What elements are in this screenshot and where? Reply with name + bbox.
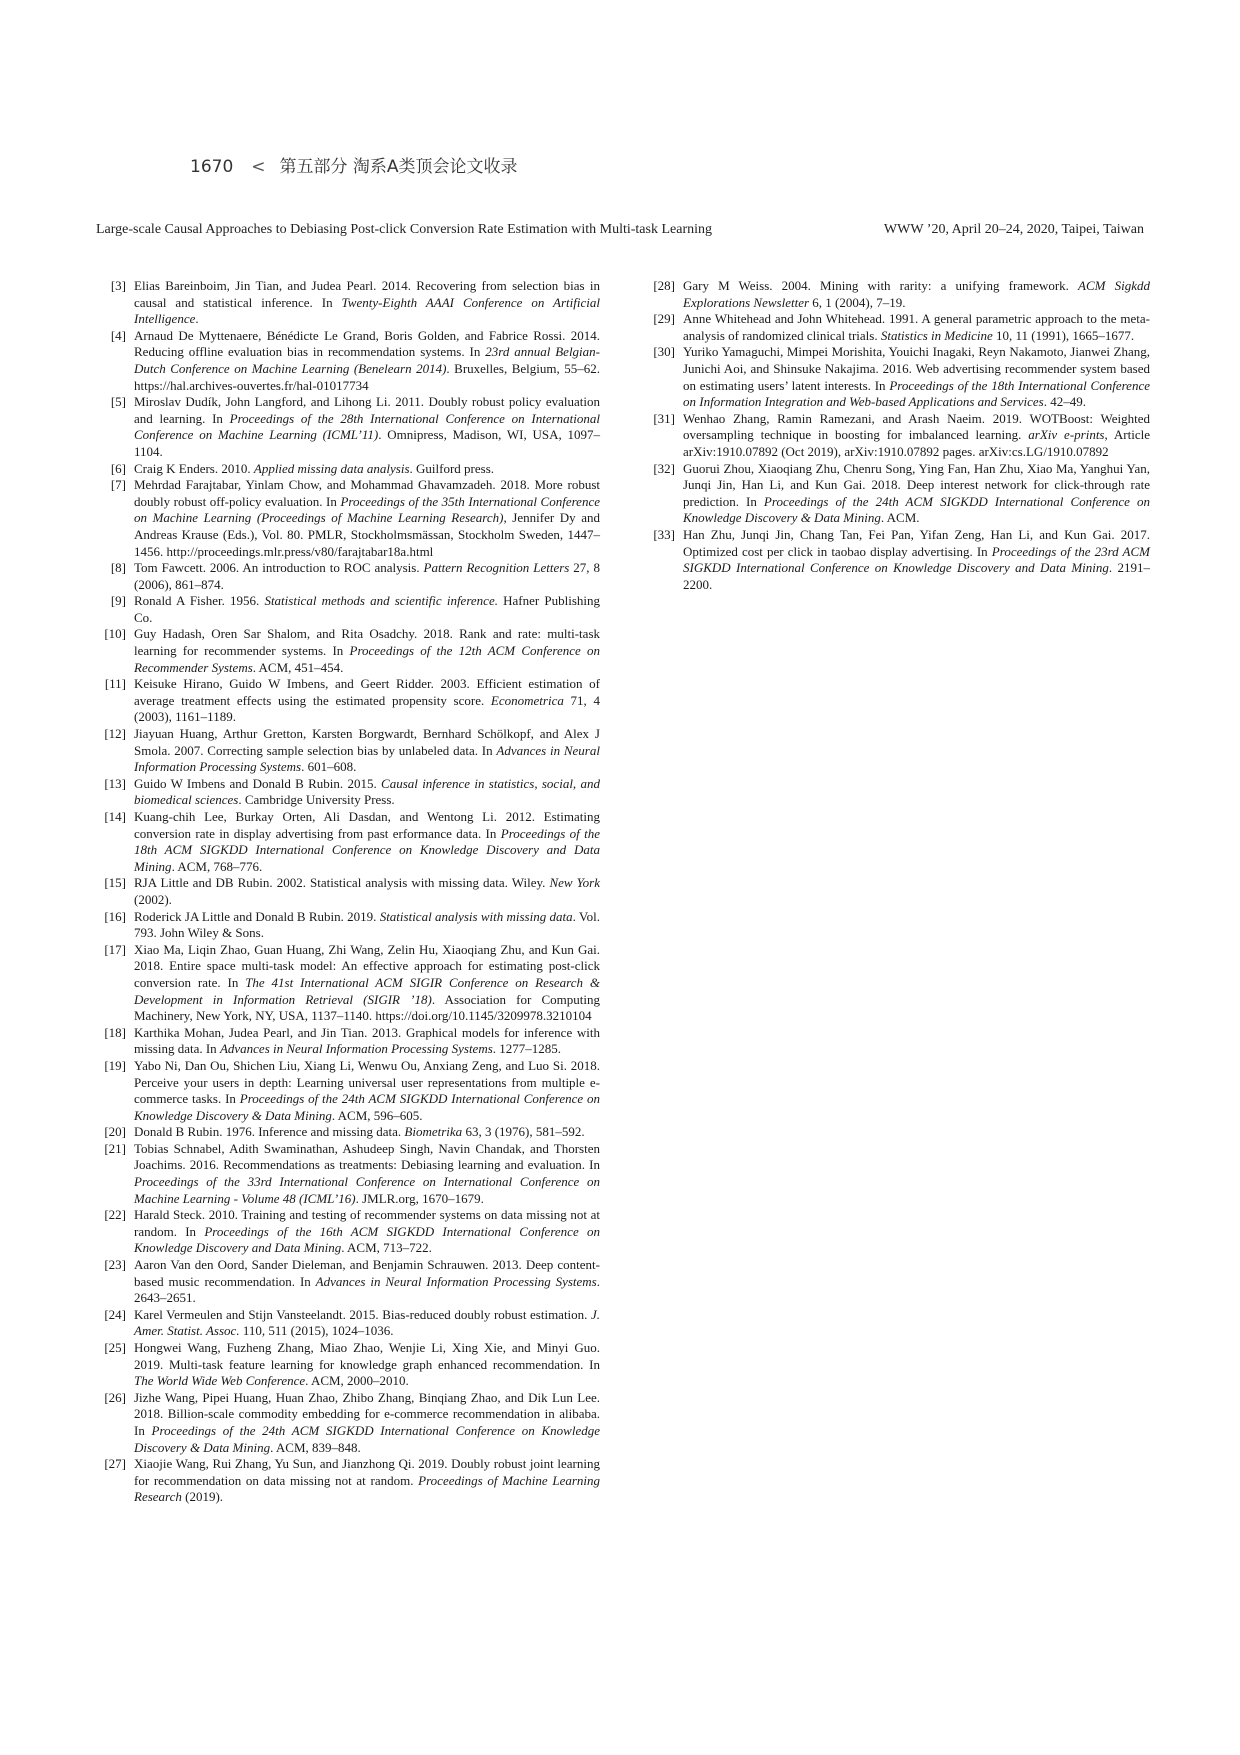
reference-details: . ACM.: [880, 510, 920, 526]
reference-details: . 1277–1285.: [492, 1041, 562, 1057]
reference-text: [134, 593, 600, 626]
reference-text: [134, 1025, 600, 1058]
reference-authors-title: Xiaojie Wang, Rui Zhang, Yu Sun, and Jianzhong Qi. 2019. Doubly robust joint learning for recommendation on data missing not at random.: [134, 1456, 600, 1488]
reference-authors-title: RJA Little and DB Rubin. 2002. Statistical analysis with missing data. Wiley.: [134, 875, 550, 891]
reference-authors-title: Miroslav Dudík, John Langford, and Lihong Li. 2011. Doubly robust policy evaluation and learning. In: [134, 394, 600, 426]
reference-number: [27]: [104, 1456, 126, 1472]
reference-authors-title: Gary M Weiss. 2004. Mining with rarity: a unifying framework.: [683, 278, 1079, 293]
reference-venue: Twenty-Eighth AAAI Conference on Artificial Intelligence: [134, 294, 600, 327]
reference-number: [7]: [110, 477, 126, 493]
reference-number: [26]: [104, 1389, 126, 1405]
reference-venue: 23rd annual Belgian-Dutch Conference on Machine Learning (Benelearn 2014): [134, 344, 601, 376]
reference-authors-title: Han Zhu, Junqi Jin, Chang Tan, Fei Pan, Yifan Zeng, Han Li, and Kun Gai. 2017. Optimized cost per click in taobao display advertising. In: [683, 526, 1150, 559]
reference-authors-title: Jiayuan Huang, Arthur Gretton, Karsten Borgwardt, Bernhard Schölkopf, and Alex J Smola. 2007. Correcting sample selection bias by unlabeled data. In: [134, 726, 600, 758]
reference-details: . 42–49.: [1043, 394, 1086, 410]
reference-entry: [96, 1141, 600, 1207]
reference-text: [683, 527, 1150, 593]
reference-authors-title: Hongwei Wang, Fuzheng Zhang, Miao Zhao, Wenjie Li, Xing Xie, and Minyi Guo. 2019. Multi-task feature learning for knowledge graph enhanced recommendation. In: [134, 1340, 600, 1372]
reference-entry: [96, 477, 600, 560]
book-header: [190, 152, 518, 177]
running-head-venue: WWW ’20, April 20–24, 2020, Taipei, Taiwan: [883, 222, 1144, 237]
reference-authors-title: Mehrdad Farajtabar, Yinlam Chow, and Mohammad Ghavamzadeh. 2018. More robust doubly robust off-policy evaluation. In: [134, 477, 600, 509]
reference-text: [134, 1124, 600, 1141]
reference-venue: The World Wide Web Conference: [134, 1373, 306, 1389]
reference-venue: Proceedings of the 24th ACM SIGKDD International Conference on Knowledge Discovery & Data Mining: [134, 1422, 600, 1455]
reference-number: [25]: [104, 1340, 126, 1355]
reference-venue: Proceedings of the 33rd International Conference on International Conference on Machine Learning - Volume 48 (ICML’16): [134, 1174, 600, 1206]
reference-authors-title: Anne Whitehead and John Whitehead. 1991. A general parametric approach to the meta-analysis of randomized clinical trials.: [683, 311, 1150, 343]
reference-details: , Jennifer Dy and Andreas Krause (Eds.), Vol. 80. PMLR, Stockholmsmässan, Stockholm Sweden, 1447–1456. http://proceedings.mlr.press/v80/farajtabar18a.html: [134, 510, 600, 559]
reference-venue: Proceedings of the 16th ACM SIGKDD International Conference on Knowledge Discovery and Data Mining: [134, 1223, 600, 1256]
reference-text: [134, 676, 600, 726]
reference-authors-title: Guorui Zhou, Xiaoqiang Zhu, Chenru Song, Ying Fan, Han Zhu, Xiao Ma, Yanghui Yan, Junqi Jin, Han Li, and Kun Gai. 2018. Deep interest network for click-through rate prediction. In: [683, 460, 1150, 509]
reference-entry: [96, 1340, 600, 1390]
reference-venue: ACM Sigkdd Explorations Newsletter: [683, 278, 1150, 310]
reference-details: , Article arXiv:1910.07892 (Oct 2019), arXiv:1910.07892 pages. arXiv:cs.LG/1910.07892: [683, 427, 1150, 459]
reference-text: [134, 626, 600, 676]
book-page-number: 1670: [190, 157, 234, 177]
reference-venue: Statistical analysis with missing data: [379, 908, 573, 924]
reference-entry: [96, 1025, 600, 1058]
reference-details: . ACM, 2000–2010.: [305, 1373, 409, 1389]
reference-authors-title: Guido W Imbens and Donald B Rubin. 2015.: [134, 775, 382, 791]
reference-entry: [96, 328, 600, 394]
reference-number: [15]: [104, 875, 126, 891]
reference-number: [12]: [104, 726, 126, 742]
reference-number: [24]: [104, 1306, 126, 1322]
reference-text: [683, 278, 1150, 311]
reference-number: [6]: [110, 460, 126, 476]
reference-details: . ACM, 596–605.: [331, 1107, 423, 1123]
reference-number: [4]: [110, 327, 126, 343]
reference-authors-title: Donald B Rubin. 1976. Inference and missing data.: [134, 1124, 405, 1140]
reference-number: [8]: [110, 560, 126, 576]
reference-venue: Proceedings of the 24th ACM SIGKDD International Conference on Knowledge Discovery & Data Mining: [683, 493, 1150, 526]
reference-number: [29]: [653, 311, 675, 327]
reference-details: . 2643–2651.: [134, 1273, 600, 1306]
reference-number: [16]: [104, 908, 126, 924]
reference-number: [20]: [104, 1124, 126, 1140]
reference-text: [134, 477, 600, 560]
reference-venue: Advances in Neural Information Processing Systems: [134, 742, 600, 775]
reference-details: . ACM, 713–722.: [341, 1240, 432, 1256]
reference-text: [134, 461, 600, 478]
reference-entry: [96, 809, 600, 875]
reference-venue: The 41st International ACM SIGIR Conference on Research & Development in Information Retrieval (SIGIR ’18): [134, 974, 600, 1007]
reference-venue: Statistical methods and scientific inference.: [264, 593, 498, 609]
reference-text: [683, 344, 1150, 410]
reference-details: . Cambridge University Press.: [238, 792, 395, 808]
reference-number: [10]: [104, 626, 126, 642]
reference-details: (2019).: [181, 1489, 224, 1505]
book-section-title: 第五部分 淘系A类顶会论文收录: [279, 157, 518, 177]
reference-number: [5]: [110, 394, 126, 410]
reference-venue: Advances in Neural Information Processing Systems: [315, 1273, 597, 1289]
reference-number: [21]: [104, 1140, 126, 1156]
reference-text: [134, 1058, 600, 1124]
reference-authors-title: Kuang-chih Lee, Burkay Orten, Ali Dasdan, and Wentong Li. 2012. Estimating conversion rate in display advertising from past erformance data. In: [134, 809, 600, 841]
reference-details: . 2191–2200.: [683, 560, 1150, 592]
reference-entry: [96, 776, 600, 809]
reference-entry: [645, 527, 1150, 593]
reference-text: [134, 1456, 600, 1506]
reference-details: . Omnipress, Madison, WI, USA, 1097–1104.: [134, 427, 600, 459]
reference-entry: [96, 1307, 600, 1340]
reference-venue: Statistics in Medicine: [880, 327, 993, 343]
reference-authors-title: Roderick JA Little and Donald B Rubin. 2019.: [134, 908, 380, 924]
reference-venue: Pattern Recognition Letters: [423, 560, 570, 576]
reference-text: [134, 1390, 600, 1456]
reference-text: [134, 942, 600, 1025]
reference-text: [134, 875, 600, 908]
reference-details: . Vol. 793. John Wiley & Sons.: [134, 908, 600, 941]
reference-text: [134, 1257, 600, 1307]
reference-authors-title: Guy Hadash, Oren Sar Shalom, and Rita Osadchy. 2018. Rank and rate: multi-task learning for recommender systems. In: [134, 626, 600, 659]
reference-number: [14]: [104, 809, 126, 824]
reference-number: [33]: [653, 526, 675, 542]
reference-venue: Proceedings of the 28th International Conference on International Conference on Machine Learning (ICML’11): [134, 410, 600, 443]
running-head-title: Large-scale Causal Approaches to Debiasing Post-click Conversion Rate Estimation with Multi-task Learning: [96, 222, 712, 237]
reference-venue: J. Amer. Statist. Assoc.: [134, 1306, 600, 1339]
reference-entry: [96, 1207, 600, 1257]
reference-authors-title: Jizhe Wang, Pipei Huang, Huan Zhao, Zhibo Zhang, Binqiang Zhao, and Dik Lun Lee. 2018. Billion-scale commodity embedding for e-commerce recommendation in alibaba. In: [134, 1389, 600, 1438]
reference-number: [32]: [653, 460, 675, 476]
reference-text: [134, 560, 600, 593]
reference-text: [683, 461, 1150, 527]
reference-venue: arXiv e-prints: [1028, 427, 1105, 443]
reference-entry: [96, 875, 600, 908]
reference-entry: [645, 461, 1150, 527]
reference-authors-title: Karel Vermeulen and Stijn Vansteelandt. 2015. Bias-reduced doubly robust estimation.: [134, 1306, 591, 1322]
reference-authors-title: Aaron Van den Oord, Sander Dieleman, and Benjamin Schrauwen. 2013. Deep content-based music recommendation. In: [134, 1257, 600, 1289]
reference-text: [134, 278, 600, 328]
reference-entry: [96, 560, 600, 593]
reference-venue: New York: [549, 875, 600, 891]
reference-venue: Proceedings of the 23rd ACM SIGKDD International Conference on Knowledge Discovery and Data Mining: [683, 543, 1150, 576]
reference-entry: [96, 1124, 600, 1141]
header-separator: <: [251, 157, 266, 177]
reference-details: 6, 1 (2004), 7–19.: [809, 294, 906, 310]
reference-details: . Bruxelles, Belgium, 55–62. https://hal.archives-ouvertes.fr/hal-01017734: [134, 360, 600, 393]
reference-authors-title: Elias Bareinboim, Jin Tian, and Judea Pearl. 2014. Recovering from selection bias in causal and statistical inference. In: [134, 278, 600, 310]
reference-authors-title: Tobias Schnabel, Adith Swaminathan, Ashudeep Singh, Navin Chandak, and Thorsten Joachims. 2016. Recommendations as treatments: Debiasing learning and evaluation. In: [134, 1140, 600, 1173]
reference-details: . Association for Computing Machinery, New York, NY, USA, 1137–1140. https://doi.org/10.1145/3209978.3210104: [134, 991, 600, 1024]
reference-details: .: [195, 311, 199, 327]
reference-authors-title: Arnaud De Myttenaere, Bénédicte Le Grand, Boris Golden, and Fabrice Rossi. 2014. Reducing offline evaluation bias in recommendation systems. In: [134, 327, 600, 360]
reference-authors-title: Harald Steck. 2010. Training and testing of recommender systems on data missing not at random. In: [134, 1207, 600, 1239]
reference-number: [18]: [104, 1024, 126, 1040]
reference-venue: Proceedings of the 24th ACM SIGKDD International Conference on Knowledge Discovery & Data Mining: [134, 1091, 600, 1123]
reference-details: . ACM, 839–848.: [270, 1439, 361, 1455]
reference-details: . JMLR.org, 1670–1679.: [355, 1190, 484, 1206]
reference-venue: Applied missing data analysis: [253, 460, 410, 476]
reference-entry: [96, 394, 600, 460]
reference-authors-title: Yabo Ni, Dan Ou, Shichen Liu, Xiang Li, Wenwu Ou, Anxiang Zeng, and Luo Si. 2018. Perceive your users in depth: Learning universal user representations from multiple e-commerce tasks. In: [134, 1057, 600, 1107]
reference-entry: [96, 461, 600, 478]
reference-authors-title: Tom Fawcett. 2006. An introduction to ROC analysis.: [134, 560, 424, 576]
reference-venue: Causal inference in statistics, social, and biomedical sciences: [134, 775, 600, 808]
reference-text: [134, 1307, 600, 1340]
reference-number: [13]: [104, 775, 126, 791]
reference-text: [134, 776, 600, 809]
reference-entry: [96, 726, 600, 776]
reference-authors-title: Xiao Ma, Liqin Zhao, Guan Huang, Zhi Wang, Zelin Hu, Xiaoqiang Zhu, and Kun Gai. 2018. Entire space multi-task model: An effective approach for estimating post-click conversion rate. In: [134, 941, 600, 990]
reference-authors-title: Craig K Enders. 2010.: [134, 460, 254, 476]
reference-text: [134, 1340, 600, 1390]
reference-entry: [96, 1257, 600, 1307]
reference-text: [683, 311, 1150, 344]
reference-entry: [96, 593, 600, 626]
reference-number: [11]: [104, 676, 126, 692]
reference-authors-title: Wenhao Zhang, Ramin Ramezani, and Arash Naeim. 2019. WOTBoost: Weighted oversampling technique in boosting for imbalanced learning.: [683, 410, 1150, 443]
reference-entry: [96, 278, 600, 328]
reference-text: [134, 726, 600, 776]
reference-entry: [96, 1390, 600, 1456]
references-left-column: [96, 278, 600, 1506]
reference-entry: [645, 411, 1150, 461]
reference-details: . ACM, 768–776.: [171, 858, 263, 874]
reference-details: 10, 11 (1991), 1665–1677.: [992, 327, 1135, 343]
reference-text: [134, 1141, 600, 1207]
reference-entry: [645, 344, 1150, 410]
reference-details: 63, 3 (1976), 581–592.: [462, 1124, 585, 1140]
reference-details: 71, 4 (2003), 1161–1189.: [134, 692, 600, 725]
reference-number: [19]: [104, 1057, 126, 1073]
reference-number: [3]: [110, 278, 126, 293]
reference-venue: Proceedings of Machine Learning Research: [134, 1472, 601, 1505]
reference-entry: [96, 626, 600, 676]
reference-venue: Proceedings of the 18th ACM SIGKDD International Conference on Knowledge Discovery and Data Mining: [134, 825, 600, 874]
reference-number: [30]: [653, 344, 675, 360]
reference-text: [134, 1207, 600, 1257]
reference-venue: Proceedings of the 12th ACM Conference on Recommender Systems: [134, 643, 600, 675]
reference-details: 110, 511 (2015), 1024–1036.: [239, 1323, 394, 1339]
reference-text: [134, 328, 600, 394]
reference-details: 27, 8 (2006), 861–874.: [134, 560, 600, 592]
reference-entry: [96, 942, 600, 1025]
reference-number: [23]: [104, 1257, 126, 1273]
reference-authors-title: Ronald A Fisher. 1956.: [134, 593, 265, 609]
reference-authors-title: Keisuke Hirano, Guido W Imbens, and Geert Ridder. 2003. Efficient estimation of average treatment effects using the estimated propensity score.: [134, 676, 600, 708]
reference-details: . Guilford press.: [409, 460, 495, 476]
reference-entry: [96, 676, 600, 726]
reference-number: [31]: [653, 410, 675, 426]
reference-venue: Biometrika: [404, 1124, 463, 1140]
reference-number: [9]: [110, 593, 126, 609]
reference-authors-title: Yuriko Yamaguchi, Mimpei Morishita, Youichi Inagaki, Reyn Nakamoto, Jianwei Zhang, Junichi Aoi, and Shinsuke Nakajima. 2016. Web advertising recommender system based on estimating users’ latent interests. In: [683, 344, 1150, 393]
reference-details: . ACM, 451–454.: [252, 659, 344, 675]
reference-entry: [96, 1058, 600, 1124]
reference-number: [28]: [653, 278, 675, 293]
reference-text: [683, 411, 1150, 461]
reference-entry: [645, 278, 1150, 311]
reference-entry: [645, 311, 1150, 344]
reference-details: Hafner Publishing Co.: [134, 593, 600, 625]
reference-text: [134, 394, 600, 460]
reference-details: . 601–608.: [301, 759, 357, 775]
reference-venue: Proceedings of the 18th International Conference on Information Integration and Web-based Applications and Services: [683, 377, 1150, 410]
reference-text: [134, 909, 600, 942]
reference-venue: Econometrica: [490, 692, 564, 708]
reference-text: [134, 809, 600, 875]
reference-number: [22]: [104, 1207, 126, 1223]
reference-number: [17]: [104, 941, 126, 957]
reference-details: (2002).: [134, 891, 172, 907]
reference-venue: Proceedings of the 35th International Conference on Machine Learning (Proceedings of Machine Learning Research): [134, 493, 600, 526]
references-right-column: [645, 278, 1150, 593]
reference-entry: [96, 1456, 600, 1506]
reference-entry: [96, 909, 600, 942]
reference-authors-title: Karthika Mohan, Judea Pearl, and Jin Tian. 2013. Graphical models for inference with missing data. In: [134, 1024, 600, 1057]
running-head: [96, 222, 1144, 238]
reference-venue: Advances in Neural Information Processing Systems: [219, 1041, 493, 1057]
